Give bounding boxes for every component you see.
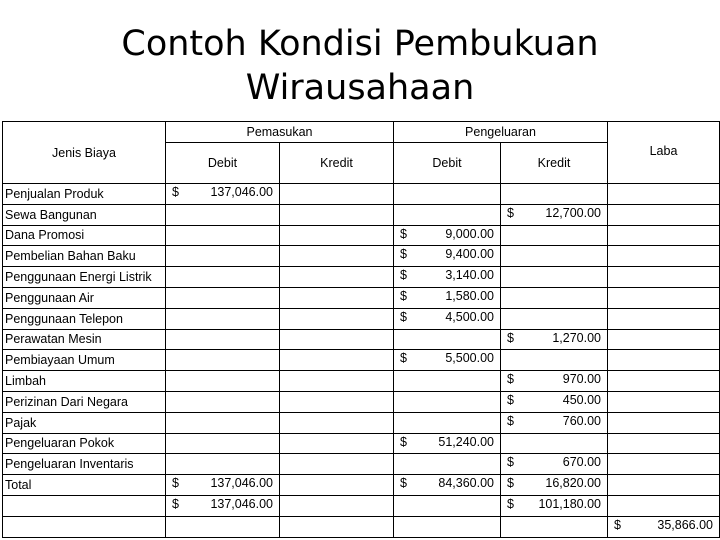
row-label: Penggunaan Air xyxy=(3,287,166,308)
cell-pemasukan-debit xyxy=(166,308,280,329)
row-label: Limbah xyxy=(3,371,166,392)
cell-pengeluaran-kredit xyxy=(501,516,608,537)
cell-laba xyxy=(608,391,720,412)
row-label: Penggunaan Telepon xyxy=(3,308,166,329)
currency-symbol: $ xyxy=(400,268,407,283)
cell-pemasukan-kredit xyxy=(280,308,394,329)
table-row xyxy=(3,204,720,225)
amount-value: 84,360.00 xyxy=(438,476,494,491)
cell-pengeluaran-kredit xyxy=(501,391,608,412)
cell-pengeluaran-kredit xyxy=(501,475,608,496)
currency-symbol: $ xyxy=(400,476,407,491)
table-row xyxy=(3,350,720,371)
table-row xyxy=(3,475,720,496)
cell-pemasukan-debit xyxy=(166,412,280,433)
currency-symbol: $ xyxy=(507,330,514,345)
cell-laba xyxy=(608,516,720,537)
cell-pengeluaran-kredit xyxy=(501,287,608,308)
row-label xyxy=(3,516,166,537)
cell-pengeluaran-kredit xyxy=(501,371,608,392)
cell-laba xyxy=(608,184,720,205)
slide-title-line-2: Wirausahaan xyxy=(245,68,475,108)
amount-value: 101,180.00 xyxy=(538,496,601,511)
amount-value: 970.00 xyxy=(562,372,601,387)
cell-laba xyxy=(608,350,720,371)
row-label: Total xyxy=(3,475,166,496)
table-row xyxy=(3,391,720,412)
cell-pemasukan-debit xyxy=(166,433,280,454)
cell-pemasukan-kredit xyxy=(280,329,394,350)
currency-symbol: $ xyxy=(614,517,621,532)
currency-symbol: $ xyxy=(507,392,514,407)
cell-pengeluaran-debit xyxy=(394,184,501,205)
amount-value: 137,046.00 xyxy=(210,496,273,511)
cell-pengeluaran-kredit xyxy=(501,412,608,433)
cell-pengeluaran-kredit xyxy=(501,308,608,329)
amount-value: 450.00 xyxy=(562,392,601,407)
cell-laba xyxy=(608,371,720,392)
cell-pengeluaran-kredit xyxy=(501,495,608,516)
cell-pemasukan-kredit xyxy=(280,391,394,412)
amount-value: 670.00 xyxy=(562,455,601,470)
cell-pemasukan-kredit xyxy=(280,433,394,454)
amount-value: 12,700.00 xyxy=(545,205,601,220)
header-pemasukan-debit: Debit xyxy=(166,143,280,184)
amount-value: 1,580.00 xyxy=(445,288,494,303)
cell-pemasukan-debit xyxy=(166,246,280,267)
table-row xyxy=(3,184,720,205)
header-pemasukan: Pemasukan xyxy=(166,122,394,143)
cell-pengeluaran-debit xyxy=(394,267,501,288)
cell-pengeluaran-kredit xyxy=(501,184,608,205)
cell-pemasukan-kredit xyxy=(280,475,394,496)
cell-pengeluaran-debit xyxy=(394,246,501,267)
cell-pemasukan-debit xyxy=(166,371,280,392)
row-label: Pengeluaran Inventaris xyxy=(3,454,166,475)
cell-pengeluaran-debit xyxy=(394,433,501,454)
cell-laba xyxy=(608,454,720,475)
cell-pemasukan-kredit xyxy=(280,204,394,225)
row-label: Pengeluaran Pokok xyxy=(3,433,166,454)
cell-pemasukan-debit xyxy=(166,495,280,516)
table-row xyxy=(3,454,720,475)
cell-pemasukan-debit xyxy=(166,267,280,288)
currency-symbol: $ xyxy=(507,413,514,428)
row-label: Perawatan Mesin xyxy=(3,329,166,350)
header-pemasukan-kredit: Kredit xyxy=(280,143,394,184)
amount-value: 3,140.00 xyxy=(445,268,494,283)
cell-pemasukan-debit xyxy=(166,225,280,246)
cell-pengeluaran-kredit xyxy=(501,329,608,350)
currency-symbol: $ xyxy=(400,247,407,262)
cell-pengeluaran-kredit xyxy=(501,350,608,371)
cell-pengeluaran-kredit xyxy=(501,225,608,246)
cell-pengeluaran-debit xyxy=(394,516,501,537)
currency-symbol: $ xyxy=(400,351,407,366)
currency-symbol: $ xyxy=(507,455,514,470)
cell-pengeluaran-debit xyxy=(394,495,501,516)
cell-pengeluaran-debit xyxy=(394,371,501,392)
header-jenis-biaya: Jenis Biaya xyxy=(3,122,166,184)
table-row xyxy=(3,433,720,454)
amount-value: 51,240.00 xyxy=(438,434,494,449)
cell-laba xyxy=(608,475,720,496)
cell-pengeluaran-kredit xyxy=(501,433,608,454)
header-pengeluaran: Pengeluaran xyxy=(394,122,608,143)
row-label: Dana Promosi xyxy=(3,225,166,246)
cell-pemasukan-kredit xyxy=(280,454,394,475)
cell-pemasukan-debit xyxy=(166,329,280,350)
table-row xyxy=(3,225,720,246)
cell-laba xyxy=(608,495,720,516)
amount-value: 760.00 xyxy=(562,413,601,428)
cell-pemasukan-debit xyxy=(166,475,280,496)
table-row xyxy=(3,495,720,516)
table-row xyxy=(3,287,720,308)
currency-symbol: $ xyxy=(400,288,407,303)
cell-pengeluaran-debit xyxy=(394,454,501,475)
cell-pemasukan-debit xyxy=(166,350,280,371)
cell-pemasukan-kredit xyxy=(280,287,394,308)
cell-pemasukan-kredit xyxy=(280,412,394,433)
currency-symbol: $ xyxy=(507,205,514,220)
slide-title-line-1: Contoh Kondisi Pembukuan xyxy=(121,24,599,64)
cell-pengeluaran-debit xyxy=(394,412,501,433)
table-row xyxy=(3,371,720,392)
amount-value: 9,000.00 xyxy=(445,226,494,241)
table-row xyxy=(3,412,720,433)
cell-pemasukan-kredit xyxy=(280,246,394,267)
cell-pengeluaran-kredit xyxy=(501,454,608,475)
cell-pemasukan-debit xyxy=(166,184,280,205)
slide-title xyxy=(0,22,720,110)
amount-value: 5,500.00 xyxy=(445,351,494,366)
amount-value: 137,046.00 xyxy=(210,185,273,199)
cell-laba xyxy=(608,204,720,225)
table-row xyxy=(3,516,720,537)
cell-laba xyxy=(608,287,720,308)
currency-symbol: $ xyxy=(172,185,179,199)
currency-symbol: $ xyxy=(507,496,514,511)
amount-value: 35,866.00 xyxy=(657,517,713,532)
cell-pengeluaran-debit xyxy=(394,391,501,412)
amount-value: 9,400.00 xyxy=(445,247,494,262)
cell-pengeluaran-debit xyxy=(394,475,501,496)
currency-symbol: $ xyxy=(400,226,407,241)
cell-laba xyxy=(608,433,720,454)
cell-laba xyxy=(608,308,720,329)
amount-value: 137,046.00 xyxy=(210,476,273,491)
bookkeeping-table xyxy=(2,121,720,538)
table-row xyxy=(3,308,720,329)
header-pengeluaran-debit: Debit xyxy=(394,143,501,184)
cell-laba xyxy=(608,267,720,288)
row-label: Penggunaan Energi Listrik xyxy=(3,267,166,288)
table-row xyxy=(3,267,720,288)
cell-pemasukan-kredit xyxy=(280,184,394,205)
cell-pemasukan-kredit xyxy=(280,225,394,246)
currency-symbol: $ xyxy=(400,309,407,324)
cell-pemasukan-kredit xyxy=(280,267,394,288)
cell-pemasukan-debit xyxy=(166,454,280,475)
cell-laba xyxy=(608,329,720,350)
row-label xyxy=(3,495,166,516)
row-label: Sewa Bangunan xyxy=(3,204,166,225)
table-body xyxy=(3,184,720,538)
cell-pengeluaran-debit xyxy=(394,204,501,225)
amount-value: 4,500.00 xyxy=(445,309,494,324)
table-row xyxy=(3,246,720,267)
currency-symbol: $ xyxy=(172,496,179,511)
currency-symbol: $ xyxy=(507,372,514,387)
currency-symbol: $ xyxy=(400,434,407,449)
amount-value: 1,270.00 xyxy=(552,330,601,345)
cell-pemasukan-debit xyxy=(166,204,280,225)
cell-pengeluaran-debit xyxy=(394,329,501,350)
cell-pengeluaran-kredit xyxy=(501,267,608,288)
cell-pengeluaran-debit xyxy=(394,308,501,329)
cell-pengeluaran-debit xyxy=(394,225,501,246)
cell-pemasukan-kredit xyxy=(280,495,394,516)
cell-laba xyxy=(608,225,720,246)
cell-pemasukan-kredit xyxy=(280,371,394,392)
header-pengeluaran-kredit: Kredit xyxy=(501,143,608,184)
cell-pengeluaran-kredit xyxy=(501,246,608,267)
cell-pemasukan-debit xyxy=(166,516,280,537)
row-label: Penjualan Produk xyxy=(3,184,166,205)
row-label: Pajak xyxy=(3,412,166,433)
currency-symbol: $ xyxy=(507,476,514,491)
row-label: Pembiayaan Umum xyxy=(3,350,166,371)
header-laba: Laba xyxy=(608,122,720,184)
cell-laba xyxy=(608,246,720,267)
row-label: Pembelian Bahan Baku xyxy=(3,246,166,267)
amount-value: 16,820.00 xyxy=(545,476,601,491)
cell-laba xyxy=(608,412,720,433)
table-row xyxy=(3,329,720,350)
cell-pemasukan-kredit xyxy=(280,516,394,537)
cell-pengeluaran-debit xyxy=(394,350,501,371)
cell-pengeluaran-debit xyxy=(394,287,501,308)
cell-pemasukan-kredit xyxy=(280,350,394,371)
cell-pengeluaran-kredit xyxy=(501,204,608,225)
cell-pemasukan-debit xyxy=(166,391,280,412)
row-label: Perizinan Dari Negara xyxy=(3,391,166,412)
currency-symbol: $ xyxy=(172,476,179,491)
cell-pemasukan-debit xyxy=(166,287,280,308)
